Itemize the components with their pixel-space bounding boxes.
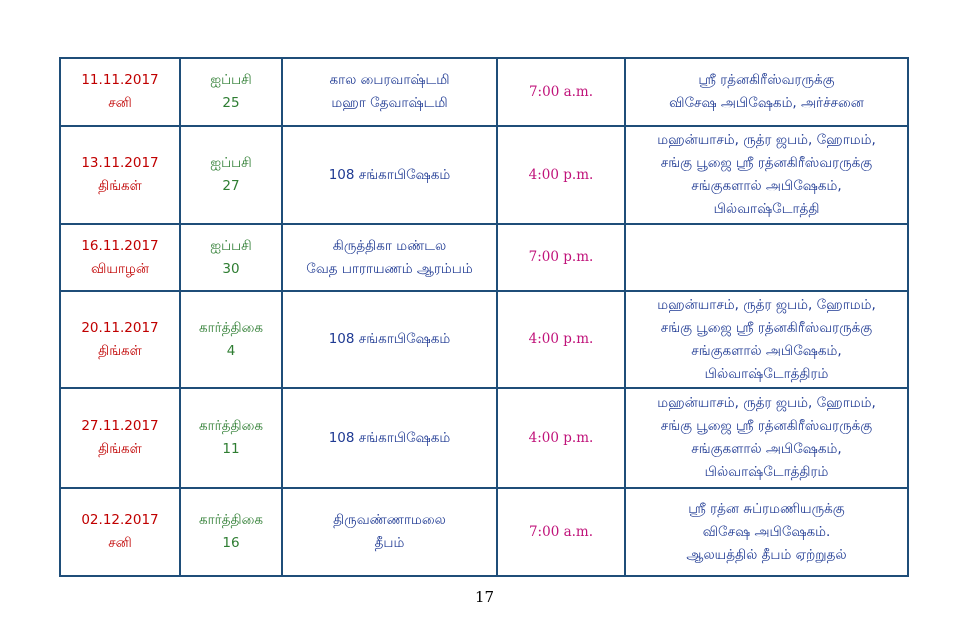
event-line: 108 சங்காபிஷேகம்: [328, 331, 451, 347]
table-row: [60, 388, 908, 488]
time-cell: 4:00 p.m.: [497, 291, 625, 388]
festival-schedule-table: [59, 57, 909, 577]
tamil-month: கார்த்திகை: [198, 418, 263, 434]
date: 02.12.2017: [81, 512, 159, 528]
detail-line: விசேஷ அபிஷேகம், அர்ச்சனை: [669, 95, 864, 111]
details-cell: [625, 388, 908, 488]
detail-line: மஹன்யாசம், ருத்ர ஜபம், ஹோமம்,: [657, 296, 876, 313]
weekday: சனி: [108, 535, 132, 551]
event-line: தீபம்: [374, 535, 405, 551]
weekday: திங்கள்: [98, 441, 142, 457]
detail-line: ஸ்ரீ ரத்னகிரீஸ்வரருக்கு: [698, 72, 835, 88]
date-cell: [60, 58, 180, 126]
tamil-day: 25: [222, 95, 240, 111]
tamil-date-cell: [180, 224, 282, 291]
tamil-day: 27: [222, 178, 240, 194]
event-line: கால பைரவாஷ்டமி: [329, 72, 450, 88]
tamil-date-cell: [180, 58, 282, 126]
event-cell: [282, 58, 497, 126]
detail-line: சங்கு பூஜை ஸ்ரீ ரத்னகிரீஸ்வரருக்கு: [660, 418, 873, 434]
weekday: வியாழன்: [91, 260, 149, 277]
weekday: திங்கள்: [98, 178, 142, 194]
tamil-month: ஐப்பசி: [210, 72, 252, 88]
event-cell: [282, 388, 497, 488]
time-cell: 4:00 p.m.: [497, 126, 625, 224]
tamil-month: கார்த்திகை: [198, 512, 263, 528]
event-cell: [282, 291, 497, 388]
detail-line: சங்கு பூஜை ஸ்ரீ ரத்னகிரீஸ்வரருக்கு: [660, 155, 873, 171]
table-row: [60, 291, 908, 388]
event-cell: [282, 224, 497, 291]
table-row: [60, 126, 908, 224]
date-cell: [60, 126, 180, 224]
event-cell: [282, 488, 497, 576]
detail-line: சங்குகளால் அபிஷேகம்,: [691, 441, 842, 457]
table-row: [60, 224, 908, 291]
time-cell: 7:00 p.m.: [497, 224, 625, 291]
detail-line: விசேஷ அபிஷேகம்.: [702, 523, 831, 540]
date-cell: [60, 291, 180, 388]
details-cell: [625, 488, 908, 576]
tamil-day: 11: [222, 441, 240, 457]
date: 16.11.2017: [81, 237, 159, 254]
tamil-date-cell: [180, 291, 282, 388]
tamil-day: 16: [222, 535, 240, 551]
time-cell: 7:00 a.m.: [497, 58, 625, 126]
event-line: கிருத்திகா மண்டல: [332, 237, 447, 254]
event-line: 108 சங்காபிஷேகம்: [328, 166, 451, 183]
tamil-date-cell: [180, 388, 282, 488]
detail-line: மஹன்யாசம், ருத்ர ஜபம், ஹோமம்,: [657, 132, 876, 148]
details-cell: [625, 291, 908, 388]
event-line: மஹா தேவாஷ்டமி: [331, 95, 448, 111]
event-line: வேத பாராயணம் ஆரம்பம்: [306, 260, 473, 277]
event-line: திருவண்ணாமலை: [333, 512, 446, 528]
time-cell: 7:00 a.m.: [497, 488, 625, 576]
details-cell: [625, 126, 908, 224]
detail-line: சங்குகளால் அபிஷேகம்,: [691, 342, 842, 359]
detail-line: ஸ்ரீ ரத்ன சுப்ரமணியருக்கு: [688, 500, 845, 517]
event-line: 108 சங்காபிஷேகம்: [328, 429, 451, 446]
tamil-month: ஐப்பசி: [210, 155, 252, 171]
detail-line: ஆலயத்தில் தீபம் ஏற்றுதல்: [686, 546, 847, 563]
tamil-date-cell: [180, 488, 282, 576]
table-row: [60, 58, 908, 126]
event-cell: [282, 126, 497, 224]
table-row: [60, 488, 908, 576]
detail-line: பில்வாஷ்டோத்திரம்: [704, 464, 829, 480]
time-cell: 4:00 p.m.: [497, 388, 625, 488]
weekday: சனி: [108, 95, 132, 111]
date-cell: [60, 388, 180, 488]
date-cell: [60, 488, 180, 576]
tamil-month: ஐப்பசி: [210, 237, 252, 254]
date: 27.11.2017: [81, 418, 159, 434]
detail-line: மஹன்யாசம், ருத்ர ஜபம், ஹோமம்,: [657, 395, 876, 411]
detail-line: சங்குகளால் அபிஷேகம்,: [691, 178, 842, 194]
detail-line: பில்வாஷ்டோத்திரம்: [704, 365, 829, 382]
details-cell: [625, 58, 908, 126]
date: 13.11.2017: [81, 155, 159, 171]
page-number: 17: [474, 588, 495, 606]
weekday: திங்கள்: [98, 342, 142, 359]
date-cell: [60, 224, 180, 291]
details-cell: [625, 224, 908, 291]
detail-line: பில்வாஷ்டோத்தி: [713, 201, 820, 217]
date: 11.11.2017: [81, 72, 159, 88]
tamil-day: 30: [222, 260, 240, 277]
tamil-day: 4: [226, 342, 236, 359]
detail-line: சங்கு பூஜை ஸ்ரீ ரத்னகிரீஸ்வரருக்கு: [660, 319, 873, 336]
tamil-date-cell: [180, 126, 282, 224]
date: 20.11.2017: [81, 319, 159, 336]
tamil-month: கார்த்திகை: [198, 319, 263, 336]
